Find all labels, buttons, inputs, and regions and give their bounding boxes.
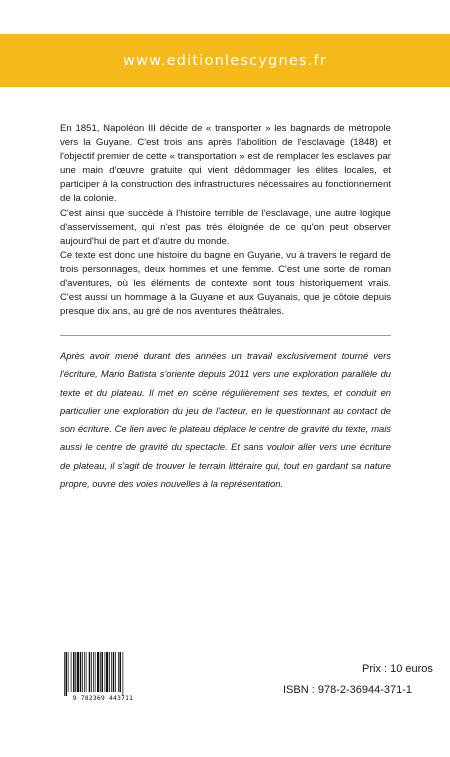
summary-paragraph-3: Ce texte est donc une histoire du bagne en Guyane, vu à travers le regard de trois personnages, deux hommes et une femme. C'est une sorte de roman d'aventures, où les éléments de contexte sont tous historiquement vrais. C'est aussi un hommage à la Guyane et aux Guyanais, que je côtoie depuis presque dix ans, au gré de nos aventures théâtrales. (60, 249, 391, 318)
publisher-website[interactable]: www.editionlescygnes.fr (123, 52, 327, 69)
summary-text (60, 122, 391, 319)
price-label: Prix : 10 euros (362, 663, 433, 675)
publisher-banner (0, 34, 450, 87)
summary-paragraph-1: En 1851, Napoléon III décide de « transporter » les bagnards de métropole vers la Guyane. C'est trois ans après l'abolition de l'esclavage (1848) et l'objectif premier de cette « transportation » est de remplacer les esclaves par une main d'œuvre gratuite qui vient dédommager les élites locales, et participer à la construction des infrastructures nécessaires au fonctionnement de la colonie. (60, 123, 391, 205)
author-bio-paragraph: Après avoir mené durant des années un travail exclusivement tourné vers l'écriture, Mario Batista s'oriente depuis 2011 vers une exploration parallèle du texte et du plateau. Il met en scène régulièrement ses textes, et conduit en particulier une exploration du jeu de l'acteur, en le questionnant au contact de son écriture. Ce lien avec le plateau déplace le centre de gravité du texte, mais aussi le centre de gravité du spectacle. Et sans vouloir aller vers une écriture de plateau, il s'agit de trouver le terrain littéraire qui, tout en gardant sa nature propre, ouvre des voies nouvelles à la représentation. (60, 350, 391, 490)
summary-paragraph-2: C'est ainsi que succède à l'histoire terrible de l'esclavage, une autre logique d'asservissement, qui n'est pas très éloignée de ce qu'on peut observer aujourd'hui de part et d'autre du monde. (60, 207, 391, 247)
barcode-digits: 9 782369 443711 (72, 695, 134, 702)
author-bio (60, 347, 391, 493)
barcode (60, 650, 146, 705)
barcode-bars-icon (60, 650, 146, 696)
section-divider (60, 335, 391, 336)
top-margin (0, 0, 450, 34)
isbn-label: ISBN : 978-2-36944-371-1 (283, 684, 413, 696)
